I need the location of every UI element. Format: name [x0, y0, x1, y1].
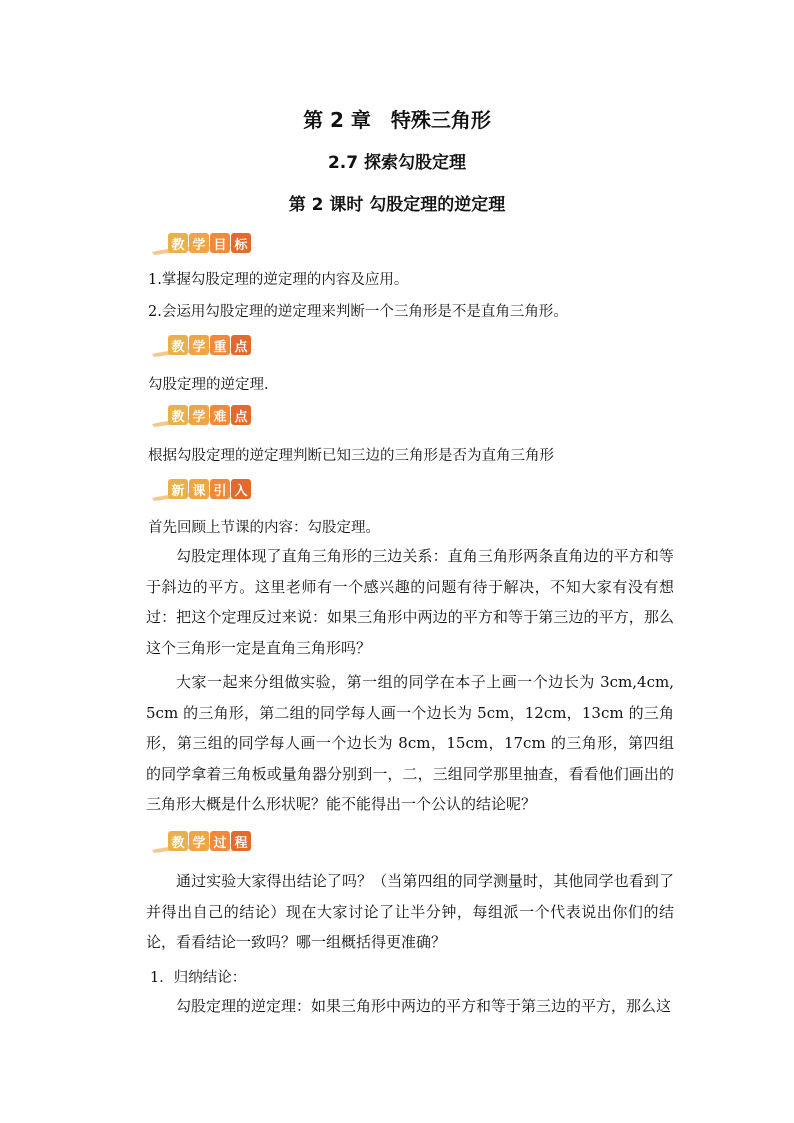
badge-char: 引 [210, 479, 230, 499]
badge-char: 重 [210, 335, 230, 355]
badge-char: 过 [210, 831, 230, 851]
badge-char: 程 [231, 831, 251, 851]
objective-item: 1.掌握勾股定理的逆定理的内容及应用。 [148, 272, 409, 288]
section-title: 2.7 探索勾股定理 [327, 153, 467, 173]
badge-char: 入 [231, 479, 251, 499]
key-points-badge [150, 335, 262, 361]
badge-char: 学 [189, 831, 209, 851]
badge-char: 点 [231, 405, 251, 425]
chapter-title: 第 2 章 特殊三角形 [303, 108, 491, 132]
badge-char: 新 [168, 479, 188, 499]
process-paragraph: 勾股定理的逆定理：如果三角形中两边的平方和等于第三边的平方，那么这 [176, 997, 672, 1015]
difficulty-text: 根据勾股定理的逆定理判断已知三边的三角形是否为直角三角形 [148, 448, 554, 464]
intro-paragraph: 勾股定理体现了直角三角形的三边关系：直角三角形两条直角边的平方和等于斜边的平方。这里老师有一个感兴趣的问题有待于解决，不知大家有没有想过：把这个定理反过来说：如果三角形中两边的平方和等于第三边的平方，那么这个三角形一定是直角三角形吗？ [146, 547, 674, 657]
process-badge [150, 831, 262, 857]
objective-item: 2.会运用勾股定理的逆定理来判断一个三角形是不是直角三角形。 [148, 304, 568, 320]
badge-char: 教 [168, 335, 188, 355]
badge-char: 教 [168, 831, 188, 851]
process-paragraph: 通过实验大家得出结论了吗？（当第四组的同学测量时，其他同学也看到了并得出自己的结论）现在大家讨论了让半分钟，每组派一个代表说出你们的结论，看看结论一致吗？哪一组概括得更准确？ [146, 872, 674, 951]
badge-char: 学 [189, 335, 209, 355]
badge-char: 标 [231, 233, 251, 253]
process-list-item: 1．归纳结论： [150, 970, 247, 986]
badge-char: 学 [189, 233, 209, 253]
difficulties-badge [150, 405, 262, 431]
badge-char: 教 [168, 233, 188, 253]
badge-char: 目 [210, 233, 230, 253]
key-point-text: 勾股定理的逆定理. [148, 377, 269, 393]
objectives-badge [150, 233, 262, 259]
badge-char: 学 [189, 405, 209, 425]
badge-char: 课 [189, 479, 209, 499]
intro-paragraph: 大家一起来分组做实验，第一组的同学在本子上画一个边长为 3cm,4cm, 5cm 的三角形，第二组的同学每人画一个边长为 5cm，12cm，13cm 的三角形，第三组的同学每人画一个边长为 8cm，15cm，17cm 的三角形，第四组的同学拿着三角板或量角器分别到一，二，三组同学那里抽查，看看他们画出的三角形大概是什么形状呢？能不能得出一个公认的结论呢？ [146, 673, 674, 813]
intro-paragraph: 首先回顾上节课的内容：勾股定理。 [148, 520, 380, 536]
badge-char: 点 [231, 335, 251, 355]
intro-badge [150, 479, 262, 505]
badge-char: 难 [210, 405, 230, 425]
badge-char: 教 [168, 405, 188, 425]
lesson-title: 第 2 课时 勾股定理的逆定理 [288, 195, 506, 215]
